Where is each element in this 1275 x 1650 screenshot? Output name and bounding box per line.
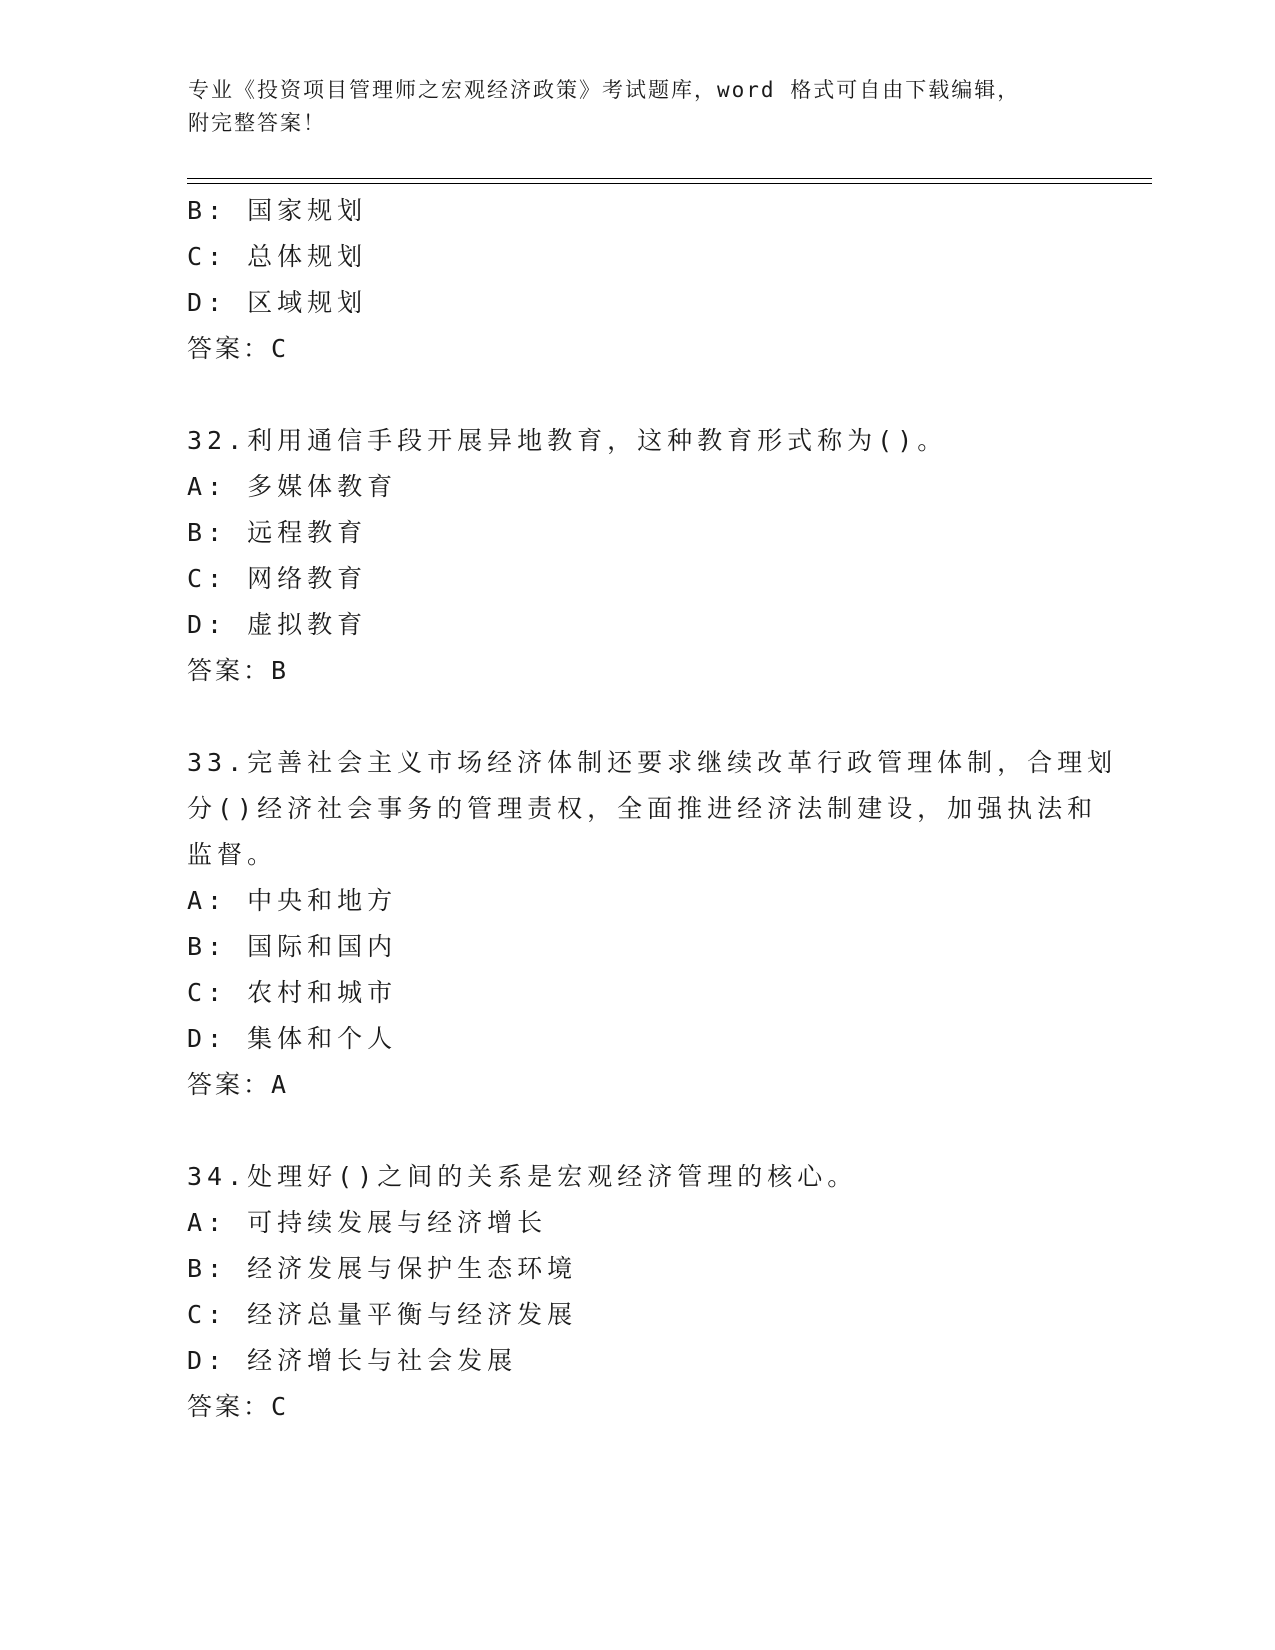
answer-line: 答案：A — [187, 1070, 290, 1099]
option-a: A: 多媒体教育 — [187, 472, 398, 501]
option-b: B: 经济发展与保护生态环境 — [187, 1254, 578, 1283]
option-c: C: 农村和城市 — [187, 978, 398, 1007]
header-line-1: 专业《投资项目管理师之宏观经济政策》考试题库，word 格式可自由下载编辑， — [188, 78, 1021, 102]
option-d: D: 经济增长与社会发展 — [187, 1346, 518, 1375]
question-stem-line-1: 33.完善社会主义市场经济体制还要求继续改革行政管理体制，合理划 — [187, 748, 1118, 777]
question-stem-line-2: 分()经济社会事务的管理责权，全面推进经济法制建设，加强执法和 — [187, 794, 1098, 823]
option-b: B: 远程教育 — [187, 518, 368, 547]
option-d: D: 集体和个人 — [187, 1024, 398, 1053]
question-stem: 34.处理好()之间的关系是宏观经济管理的核心。 — [187, 1162, 858, 1191]
question-block-32 — [187, 418, 1087, 694]
option-c: C: 经济总量平衡与经济发展 — [187, 1300, 578, 1329]
option-c: C: 网络教育 — [187, 564, 368, 593]
question-list — [187, 188, 1118, 1430]
question-block-34 — [187, 1154, 1087, 1430]
answer-line: 答案：B — [187, 656, 290, 685]
option-d: D: 虚拟教育 — [187, 610, 368, 639]
option-a: A: 可持续发展与经济增长 — [187, 1208, 548, 1237]
header-line-2: 附完整答案！ — [188, 111, 326, 135]
answer-line: 答案：C — [187, 1392, 290, 1421]
option-c: C: 总体规划 — [187, 242, 368, 271]
document-header — [188, 74, 1088, 140]
option-d: D: 区域规划 — [187, 288, 368, 317]
answer-line: 答案：C — [187, 334, 290, 363]
question-block-33 — [187, 740, 1118, 1108]
question-block-31 — [187, 188, 1087, 372]
option-a: A: 中央和地方 — [187, 886, 398, 915]
question-stem: 32.利用通信手段开展异地教育，这种教育形式称为()。 — [187, 426, 948, 455]
question-stem-line-3: 监督。 — [187, 840, 278, 869]
header-divider-top — [187, 178, 1152, 179]
option-b: B: 国际和国内 — [187, 932, 398, 961]
header-divider-bottom — [187, 183, 1152, 184]
option-b: B: 国家规划 — [187, 196, 368, 225]
